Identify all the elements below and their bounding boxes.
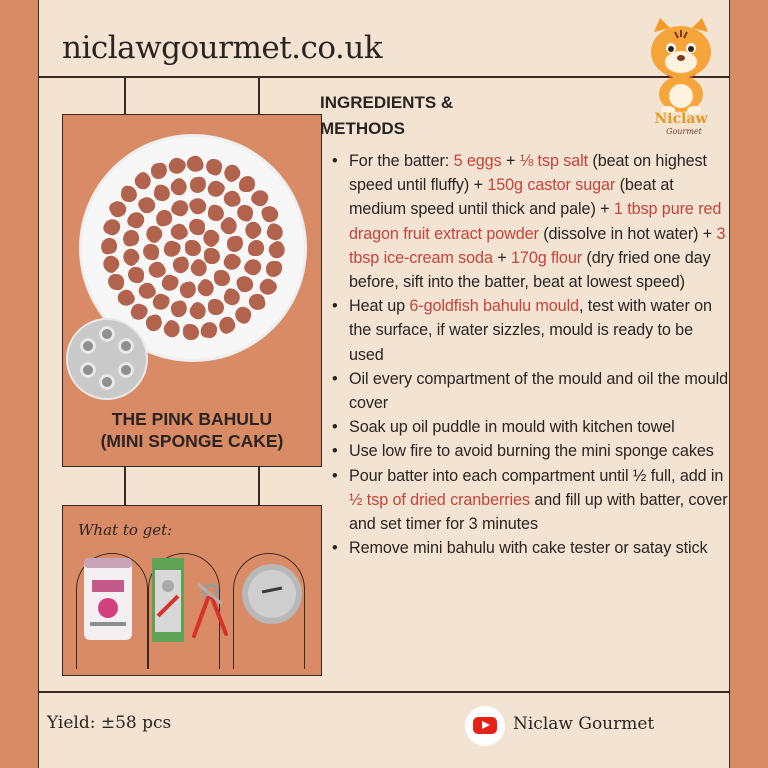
recipe-title: THE PINK BAHULU (MINI SPONGE CAKE) bbox=[100, 409, 284, 451]
bahulu-cake bbox=[119, 246, 142, 269]
step-text: Oil every compartment of the mould and oil the mould cover bbox=[349, 369, 728, 413]
bahulu-cake bbox=[143, 243, 160, 260]
bahulu-cake bbox=[214, 270, 230, 286]
step-text: , test with water on the surface, if water sizzles, mould is ready to be used bbox=[349, 297, 712, 364]
bahulu-mould-image bbox=[66, 318, 148, 400]
bahulu-cake bbox=[185, 154, 206, 175]
bahulu-cake bbox=[260, 204, 280, 224]
bahulu-cake bbox=[171, 255, 191, 275]
bahulu-cake bbox=[265, 221, 286, 242]
bahulu-cake bbox=[235, 203, 255, 223]
site-url[interactable]: niclawgourmet.co.uk bbox=[62, 30, 383, 66]
bahulu-cake bbox=[178, 280, 198, 300]
highlighted-ingredient: 5 eggs bbox=[453, 152, 502, 170]
method-step bbox=[330, 294, 730, 367]
step-text: Use low fire to avoid burning the mini sponge cakes bbox=[349, 442, 714, 461]
bahulu-cake bbox=[185, 240, 201, 256]
youtube-icon[interactable] bbox=[465, 706, 505, 746]
connector-line bbox=[124, 467, 126, 505]
bahulu-cake bbox=[204, 248, 220, 264]
bahulu-cake bbox=[266, 239, 288, 261]
tiger-mascot-icon bbox=[640, 14, 722, 136]
connector-line bbox=[124, 77, 126, 114]
header-divider bbox=[38, 76, 730, 78]
step-text: (beat at medium speed until thick and pale) + bbox=[349, 176, 674, 219]
highlighted-ingredient: 150g castor sugar bbox=[487, 176, 616, 195]
connector-line bbox=[258, 77, 260, 114]
logo-brand: Niclaw bbox=[654, 111, 708, 127]
bahulu-cake bbox=[226, 235, 244, 253]
step-text: and fill up with batter, cover and set timer for 3 minutes bbox=[349, 490, 728, 534]
ingredients-method-list bbox=[330, 149, 730, 560]
bahulu-cake bbox=[208, 299, 224, 315]
footer-divider bbox=[38, 691, 730, 693]
bahulu-cake bbox=[108, 199, 130, 221]
mould-cover-image[interactable] bbox=[240, 562, 304, 626]
method-step bbox=[330, 149, 730, 294]
ingredients-heading: INGREDIENTS & METHODS bbox=[320, 93, 454, 138]
method-step bbox=[330, 536, 730, 560]
step-text: Soak up oil puddle in mould with kitchen towel bbox=[349, 418, 675, 437]
bahulu-cake bbox=[144, 313, 164, 333]
bahulu-cake bbox=[266, 261, 283, 278]
bahulu-cake bbox=[100, 236, 119, 255]
bahulu-cake bbox=[239, 176, 255, 192]
step-text: Remove mini bahulu with cake tester or satay stick bbox=[349, 539, 708, 558]
bahulu-cake bbox=[120, 184, 139, 203]
bahulu-cake bbox=[248, 293, 267, 312]
step-text: + bbox=[492, 248, 512, 267]
bahulu-cake bbox=[99, 253, 122, 276]
step-text: Heat up bbox=[349, 297, 410, 316]
step-text: (beat on highest speed until fluffy) + bbox=[349, 152, 707, 195]
highlighted-ingredient: 1 tbsp pure red dragon fruit extract powder bbox=[349, 200, 722, 243]
bahulu-cake bbox=[154, 208, 173, 227]
mould-clamp-image[interactable] bbox=[188, 574, 232, 644]
bahulu-cake bbox=[188, 219, 205, 236]
step-text: (dry fried one day before, sift into the batter, beat at lowest speed) bbox=[349, 248, 711, 292]
bahulu-cake bbox=[242, 256, 264, 278]
bahulu-cake bbox=[168, 175, 191, 198]
bahulu-cake bbox=[127, 266, 144, 283]
bahulu-cake bbox=[169, 299, 189, 319]
highlighted-ingredient: ½ tsp of dried cranberries bbox=[349, 490, 530, 509]
highlighted-ingredient: ⅛ tsp salt bbox=[519, 152, 589, 170]
bahulu-cake bbox=[169, 197, 190, 218]
bahulu-cake bbox=[150, 162, 168, 180]
bahulu-cake bbox=[204, 157, 224, 177]
bahulu-cake bbox=[152, 184, 171, 203]
bahulu-cake bbox=[235, 274, 255, 294]
step-text: For the batter: bbox=[349, 152, 454, 170]
bahulu-cake bbox=[166, 155, 188, 177]
connector-line bbox=[258, 467, 260, 505]
what-to-get-label: What to get: bbox=[78, 521, 173, 539]
bahulu-cake bbox=[183, 324, 199, 340]
bahulu-cake bbox=[188, 196, 210, 218]
method-step bbox=[330, 464, 730, 537]
method-step bbox=[330, 415, 730, 439]
step-text: (dissolve in hot water) + bbox=[538, 224, 717, 243]
dragon-fruit-powder-pack-image[interactable] bbox=[80, 556, 136, 642]
bahulu-cake bbox=[186, 300, 208, 322]
recipe-yield: Yield: ±58 pcs bbox=[47, 713, 172, 733]
bahulu-cake bbox=[207, 203, 226, 222]
highlighted-ingredient: 170g flour bbox=[511, 248, 583, 267]
youtube-channel-link[interactable]: Niclaw Gourmet bbox=[513, 714, 655, 734]
bahulu-cake bbox=[108, 274, 125, 291]
bahulu-cake bbox=[160, 273, 181, 294]
highlighted-ingredient: 3 tbsp ice-cream soda bbox=[349, 224, 726, 267]
highlighted-ingredient: 6-goldfish bahulu mould bbox=[409, 297, 579, 316]
bahulu-cake bbox=[248, 240, 264, 256]
method-step bbox=[330, 367, 730, 415]
bahulu-cake bbox=[161, 318, 183, 340]
bahulu-cake bbox=[121, 229, 140, 248]
bahulu-cake bbox=[189, 176, 207, 194]
logo-sub: Gourmet bbox=[666, 127, 702, 136]
step-text: Pour batter into each compartment until ½ full, add in bbox=[349, 466, 724, 485]
method-step bbox=[330, 439, 730, 463]
step-text: + bbox=[501, 152, 520, 170]
bahulu-cake bbox=[101, 216, 122, 237]
bahulu-cake bbox=[242, 218, 264, 240]
bahulu-mould-pack-image[interactable] bbox=[148, 556, 188, 644]
bahulu-cake bbox=[200, 321, 218, 339]
